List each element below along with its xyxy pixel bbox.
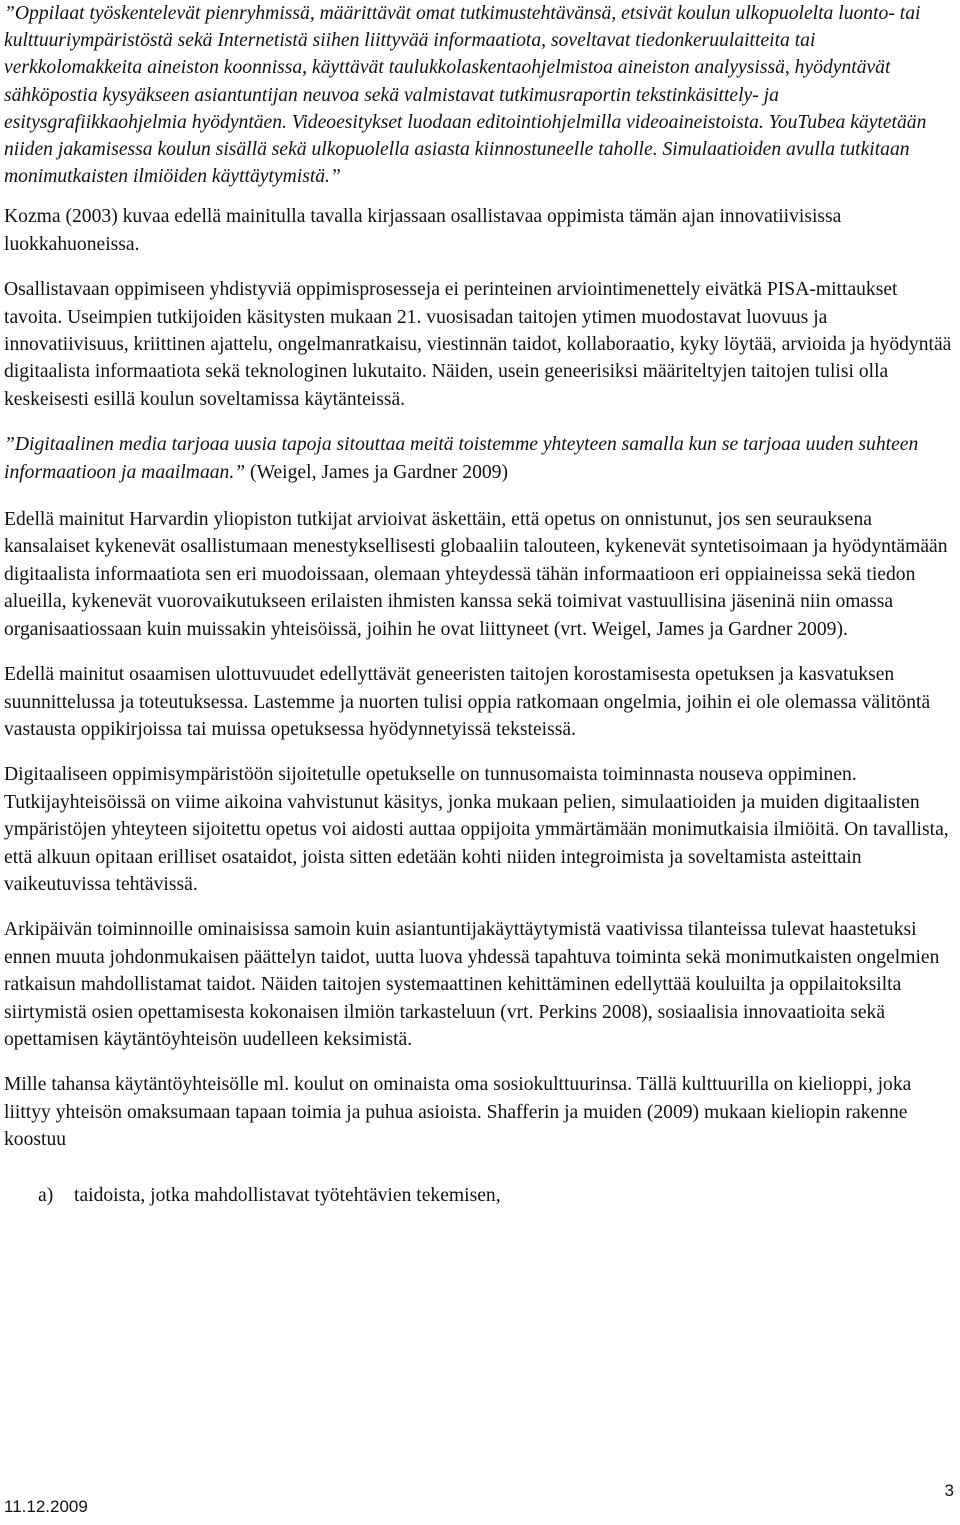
block-quote: ”Oppilaat työskentelevät pienryhmissä, määrittävät omat tutkimustehtävänsä, etsivät koulun ulkopuolelta luonto- tai kulttuuriympäristöstä sekä Internetistä siihen liittyvää informaatiota, soveltavat tiedonkeruulaitteita tai verkkolomakkeita aineiston koonnissa, käyttävät taulukkolaskentaohjelmistoa aineiston analyysissä, hyödyntävät sähköpostia kysyäkseen asiantuntijan neuvoa sekä valmistavat tutkimusraportin tekstinkäsittely- ja esitysgrafiikkaohjelmia hyödyntäen. Videoesitykset luodaan editointiohjelmilla videoaineistoista. YouTubea käytetään niiden jakamisessa koulun sisällä sekä ulkopuolella asiasta kiinnostuneelle taholle. Simulaatioiden avulla tutkitaan monimutkaisten ilmiöiden käyttäytymistä.” — [4, 3, 927, 188]
paragraph-kozma: Kozma (2003) kuvaa edellä mainitulla tavalla kirjassaan osallistavaa oppimista tämän ajan innovatiivisissa luokkahuoneissa. — [4, 206, 842, 255]
paragraph-generic-skills: Edellä mainitut osaamisen ulottuvuudet edellyttävät geneeristen taitojen korostamisesta opetuksen ja kasvatuksen suunnittelussa ja toteutuksessa. Lastemme ja nuorten tulisi oppia ratkomaan ongelmia, joihin ei ole olemassa välitöntä vastausta oppikirjoissa tai muissa opetuksessa hyödynnetyissä teksteissä. — [4, 664, 931, 740]
paragraph-community-culture: Mille tahansa käytäntöyhteisölle ml. koulut on ominaista oma sosiokulttuurinsa. Tällä kulttuurilla on kielioppi, joka liittyy yhteisön omaksumaan tapaan toimia ja puhua asioista. Shafferin ja muiden (2009) mukaan kieliopin rakenne koostuu — [4, 1074, 912, 1151]
footer-date: 11.12.2009 — [4, 1497, 88, 1516]
paragraph-weigel-quote — [4, 431, 954, 486]
document-page — [4, 0, 954, 1209]
paragraph-harvard: Edellä mainitut Harvardin yliopiston tutkijat arvioivat äskettäin, että opetus on onnistunut, jos sen seurauksena kansalaiset kykenevät osallistumaan menestyksellisesti globaaliin talouteen, kykenevät syntetisoimaan ja hyödyntämään digitaalista informaatiota sen eri muodoissaan, olemaan yhteydessä tähän informaatioon eri oppiaineissa sekä tiedon alueilla, kykenevät vuorovaikutukseen erilaisten ihmisten kanssa sekä toimivat vastuullisina jäseninä niin omassa organisaatiossaan kuin muissakin yhteisöissä, joihin he ovat liittyneet (vrt. Weigel, James ja Gardner 2009). — [4, 509, 948, 640]
paragraph-everyday-activities: Arkipäivän toiminnoille ominaisissa samoin kuin asiantuntijakäyttäytymistä vaativissa tilanteissa tulevat haastetuksi ennen muuta johdonmukaisen päättelyn taidot, uutta luova yhdessä tapahtuva toiminta sekä monimutkaisten ongelmien ratkaisun mahdollistamat taidot. Näiden taitojen systemaattinen kehittäminen edellyttää kouluilta ja oppilaitoksilta siirtymistä osien opettamisesta kokonaisen ilmiön tarkasteluun (vrt. Perkins 2008), sosiaalisia innovaatioita sekä opettamisen käytäntöyhteisön uudelleen keksimistä. — [4, 919, 940, 1050]
weigel-quote-source: (Weigel, James ja Gardner 2009) — [245, 461, 508, 483]
list-marker: a) — [38, 1184, 54, 1206]
skills-list — [4, 1182, 954, 1209]
paragraph-digital-environment: Digitaaliseen oppimisympäristöön sijoitetulle opetukselle on tunnusomaista toiminnasta nouseva oppiminen. Tutkijayhteisöissä on viime aikoina vahvistunut käsitys, jonka mukaan pelien, simulaatioiden ja muiden digitaalisten ympäristöjen yhteyteen sijoitettu opetus voi aidosti auttaa oppijoita ymmärtämään monimutkaisia ilmiöitä. On tavallista, että alkuun opitaan erilliset osataidot, joista sitten edetään kohti niiden integroimista ja soveltamista asteittain vaikeutuvissa tehtävissä. — [4, 764, 949, 895]
page-number: 3 — [944, 1481, 954, 1500]
weigel-quote-text: ”Digitaalinen media tarjoaa uusia tapoja sitouttaa meitä toistemme yhteyteen samalla kun se tarjoaa uuden suhteen informaatioon ja maailmaan.” — [4, 434, 919, 483]
paragraph-participatory-learning: Osallistavaan oppimiseen yhdistyviä oppimisprosesseja ei perinteinen arviointimenettely eivätkä PISA-mittaukset tavoita. Useimpien tutkijoiden käsitysten mukaan 21. vuosisadan taitojen ytimen muodostavat luovuus ja innovatiivisuus, kriittinen ajattelu, ongelmanratkaisu, viestinnän taidot, kollaboraatio, kyky löytää, arvioida ja hyödyntää digitaalista informaatiota sekä teknologinen lukutaito. Näiden, usein geneerisiksi määriteltyjen taitojen tulisi olla keskeisesti esillä koulun soveltamissa käytänteissä. — [4, 279, 952, 410]
list-item-text: taidoista, jotka mahdollistavat työtehtävien tekemisen, — [74, 1184, 501, 1206]
list-item — [4, 1182, 954, 1209]
